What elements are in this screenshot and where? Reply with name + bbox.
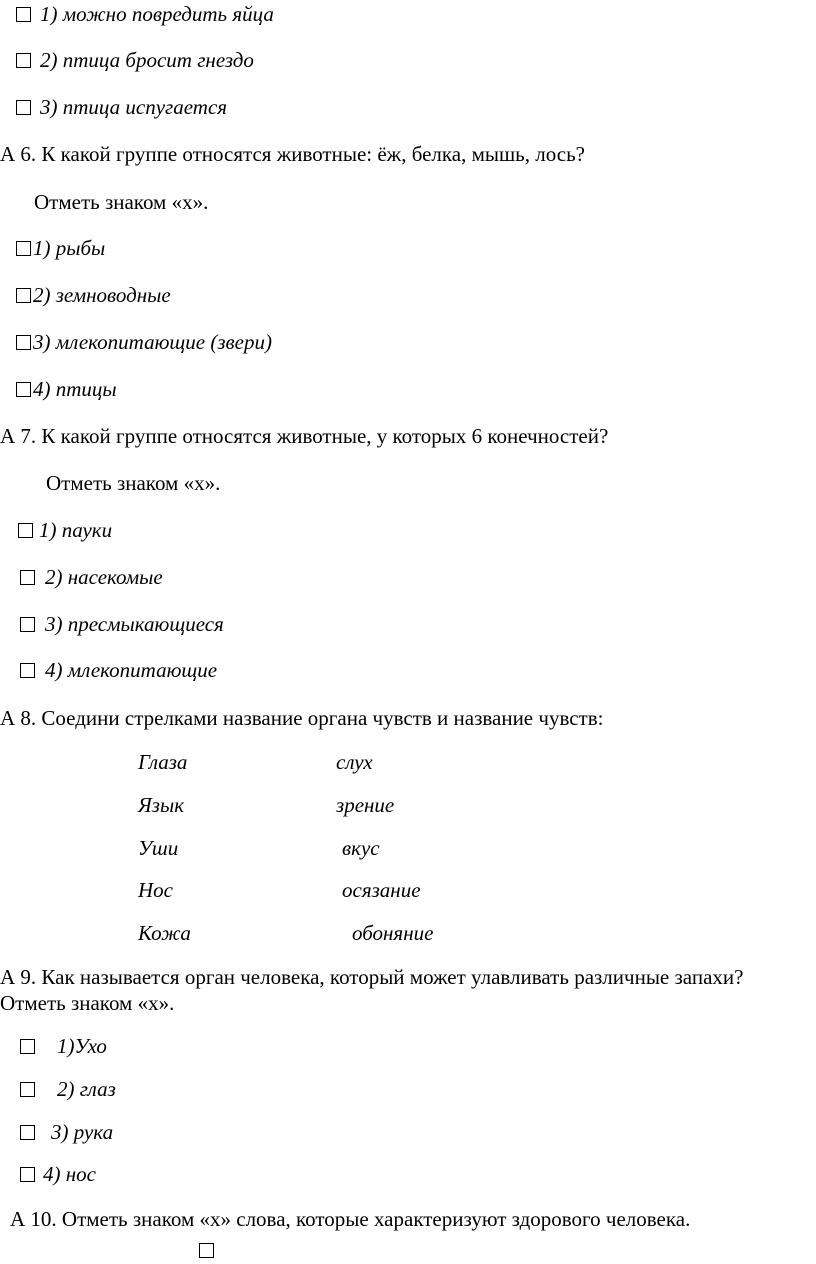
checkbox-icon[interactable] [20,1167,35,1182]
q8-sense-3[interactable]: вкус [342,836,380,860]
q8-organ-5[interactable]: Кожа [138,921,191,945]
q6-option-label: 3) млекопитающие (звери) [33,330,272,354]
q9-option-label: 2) глаз [57,1077,116,1101]
q6-option-4[interactable] [16,377,117,401]
checkbox-icon[interactable] [16,288,31,303]
q9-option-1[interactable] [20,1034,107,1058]
checkbox-icon[interactable] [20,1082,35,1097]
q7-option-2[interactable] [20,565,163,589]
checkbox-icon[interactable] [20,1125,35,1140]
q9-option-label: 1)Ухо [57,1034,107,1058]
q7-option-label: 1) пауки [39,518,113,542]
q7-option-1[interactable] [18,518,112,542]
checkbox-icon[interactable] [16,241,31,256]
q9-option-2[interactable] [20,1077,116,1101]
q9-option-label: 4) нос [43,1162,96,1186]
checkbox-icon[interactable] [16,100,31,115]
q5-option-label: 2) птица бросит гнездо [40,48,254,72]
checkbox-icon[interactable] [20,1039,35,1054]
q6-option-2[interactable] [16,283,171,307]
q9-option-3[interactable] [20,1120,113,1144]
q7-instruction: Отметь знаком «х». [46,471,221,495]
q7-question: А 7. К какой группе относятся животные, у которых 6 конечностей? [0,424,609,448]
q5-option-label: 3) птица испугается [40,95,228,119]
q7-option-label: 4) млекопитающие [45,658,218,682]
checkbox-icon[interactable] [16,382,31,397]
checkbox-icon[interactable] [199,1243,214,1258]
q7-option-4[interactable] [20,658,217,682]
q9-option-label: 3) рука [51,1120,114,1144]
q7-option-label: 3) пресмыкающиеся [45,612,224,636]
checkbox-icon[interactable] [16,335,31,350]
q8-sense-5[interactable]: обоняние [352,921,434,945]
checkbox-icon[interactable] [16,7,31,22]
q6-instruction: Отметь знаком «х». [34,190,209,214]
q8-organ-3[interactable]: Уши [138,836,179,860]
q6-option-1[interactable] [16,236,105,260]
q7-option-3[interactable] [20,612,224,636]
q8-question: А 8. Соедини стрелками название органа чувств и название чувств: [0,706,604,730]
checkbox-icon[interactable] [16,53,31,68]
q8-organ-4[interactable]: Нос [138,878,173,902]
q8-organ-2[interactable]: Язык [138,793,185,817]
q5-option-1[interactable] [16,2,274,26]
q10-question: А 10. Отметь знаком «х» слова, которые характеризуют здорового человека. [10,1207,691,1231]
q5-option-3[interactable] [16,95,227,119]
checkbox-icon[interactable] [20,617,35,632]
q9-option-4[interactable] [20,1162,96,1186]
checkbox-icon[interactable] [18,523,33,538]
q8-organ-1[interactable]: Глаза [138,750,188,774]
q5-option-label: 1) можно повредить яйца [40,2,274,26]
q8-sense-1[interactable]: слух [336,750,373,774]
q6-option-label: 1) рыбы [33,236,106,260]
q6-option-label: 4) птицы [33,377,117,401]
q6-option-label: 2) земноводные [33,283,171,307]
q7-option-label: 2) насекомые [45,565,163,589]
checkbox-icon[interactable] [20,570,35,585]
q8-sense-2[interactable]: зрение [336,793,395,817]
q9-question: А 9. Как называется орган человека, который может улавливать различные запахи? [0,965,744,989]
q9-instruction: Отметь знаком «х». [0,991,175,1015]
q8-sense-4[interactable]: осязание [342,878,421,902]
q6-question: А 6. К какой группе относятся животные: ёж, белка, мышь, лось? [0,142,585,166]
q6-option-3[interactable] [16,330,272,354]
q5-option-2[interactable] [16,48,254,72]
checkbox-icon[interactable] [20,663,35,678]
